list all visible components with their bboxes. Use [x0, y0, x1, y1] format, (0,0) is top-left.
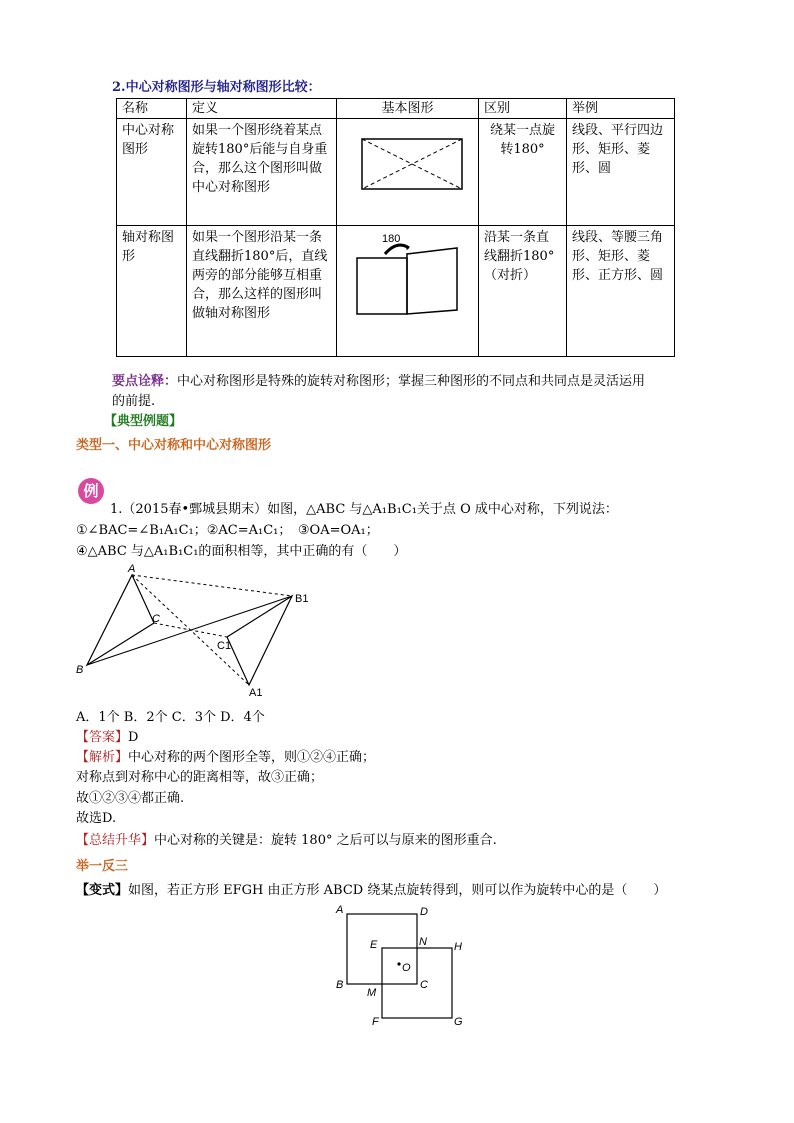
variant-text: 如图，若正方形 EFGH 由正方形 ABCD 绕某点旋转得到，则可以作为旋转中心的是（ ）: [128, 883, 667, 898]
sq-label-N: N: [419, 936, 427, 948]
section-heading: 2.中心对称图形与轴对称图形比较：: [112, 80, 321, 95]
question-line1: 1.（2015春•鄄城县期末）如图，△ABC 与△A₁B₁C₁关于点 O 成中心对称，下列说法：: [110, 502, 618, 517]
header-name: 名称: [117, 99, 187, 119]
analysis-line1: 中心对称的两个图形全等，则①②④正确；: [128, 750, 376, 765]
question-line3: ④△ABC 与△A₁B₁C₁的面积相等，其中正确的有（ ）: [76, 544, 407, 559]
summary: [76, 831, 497, 850]
sq-label-G: G: [454, 1016, 463, 1028]
label-B: B: [76, 664, 84, 676]
summary-label: 【总结升华】: [76, 833, 155, 848]
practice-heading: 举一反三: [76, 859, 129, 874]
answer: [76, 728, 138, 747]
question-line2: ①∠BAC=∠B₁A₁C₁；②AC=A₁C₁； ③OA=OA₁；: [76, 523, 379, 538]
analysis-line4: 故选D.: [76, 811, 117, 826]
cell-difference: 沿某一条直线翻折180°（对折）: [479, 226, 567, 357]
summary-text: 中心对称的关键是：旋转 180° 之后可以与原来的图形重合.: [154, 833, 497, 848]
label-A: A: [128, 563, 136, 575]
analysis: [76, 748, 375, 767]
analysis-label: 【解析】: [76, 750, 129, 765]
cell-name: 轴对称图形: [117, 226, 187, 357]
sq-label-F: F: [372, 1016, 379, 1028]
key-point-label: 要点诠释：: [112, 374, 178, 389]
header-example: 举例: [567, 99, 675, 119]
header-difference: 区别: [479, 99, 567, 119]
comparison-table: [116, 98, 675, 357]
cell-name: 中心对称图形: [117, 119, 187, 226]
triangles-figure: [74, 560, 334, 705]
label-C1: C1: [217, 640, 232, 652]
cell-examples: 线段、平行四边形、矩形、菱形、圆: [567, 119, 675, 226]
header-definition: 定义: [187, 99, 337, 119]
sq-label-H: H: [454, 941, 462, 953]
analysis-line3: 故①②③④都正确.: [76, 791, 185, 806]
answer-label: 【答案】: [76, 730, 129, 745]
table-row: [117, 119, 675, 226]
sq-label-C: C: [420, 979, 428, 991]
key-point-text: 中心对称图形是特殊的旋转对称图形；掌握三种图形的不同点和共同点是灵活运用: [177, 374, 646, 389]
header-figure: 基本图形: [337, 99, 479, 119]
key-point: [112, 372, 645, 391]
label-A1: A1: [249, 687, 263, 699]
table-header-row: [117, 99, 675, 119]
central-symmetry-figure: [337, 119, 477, 219]
answer-text: D: [128, 730, 139, 745]
cell-examples: 线段、等腰三角形、矩形、菱形、正方形、圆: [567, 226, 675, 357]
variant-label: 【变式】: [76, 883, 129, 898]
sq-label-A: A: [336, 904, 344, 916]
sq-label-D: D: [420, 906, 428, 918]
key-point-line2: 的前提.: [112, 394, 156, 409]
sq-label-B: B: [336, 979, 344, 991]
label-B1: B1: [295, 593, 309, 605]
type-one-heading: 类型一、中心对称和中心对称图形: [76, 438, 272, 453]
analysis-line2: 对称点到对称中心的距离相等，故③正确；: [76, 770, 324, 785]
cell-difference: 绕某一点旋转180°: [479, 119, 567, 226]
cell-definition: 如果一个图形绕着某点旋转180°后能与自身重合，那么这个图形叫做中心对称图形: [187, 119, 337, 226]
cell-figure: [337, 119, 479, 226]
axial-symmetry-figure: [337, 226, 477, 350]
cell-figure: [337, 226, 479, 357]
sq-label-O: O: [402, 962, 411, 974]
options: A．1个 B．2个 C．3个 D．4个: [76, 710, 265, 725]
example-badge-icon: 例: [78, 478, 104, 504]
sq-label-E: E: [370, 939, 378, 951]
label-C: C: [152, 613, 160, 625]
typical-examples-heading: 【典型例题】: [104, 414, 183, 429]
fold-angle-label: 180: [382, 233, 401, 245]
sq-label-M: M: [367, 987, 377, 999]
cell-definition: 如果一个图形沿某一条直线翻折180°后，直线两旁的部分能够互相重合，那么这样的图形叫做轴对称图形: [187, 226, 337, 357]
squares-figure: [330, 898, 470, 1033]
table-row: [117, 226, 675, 357]
